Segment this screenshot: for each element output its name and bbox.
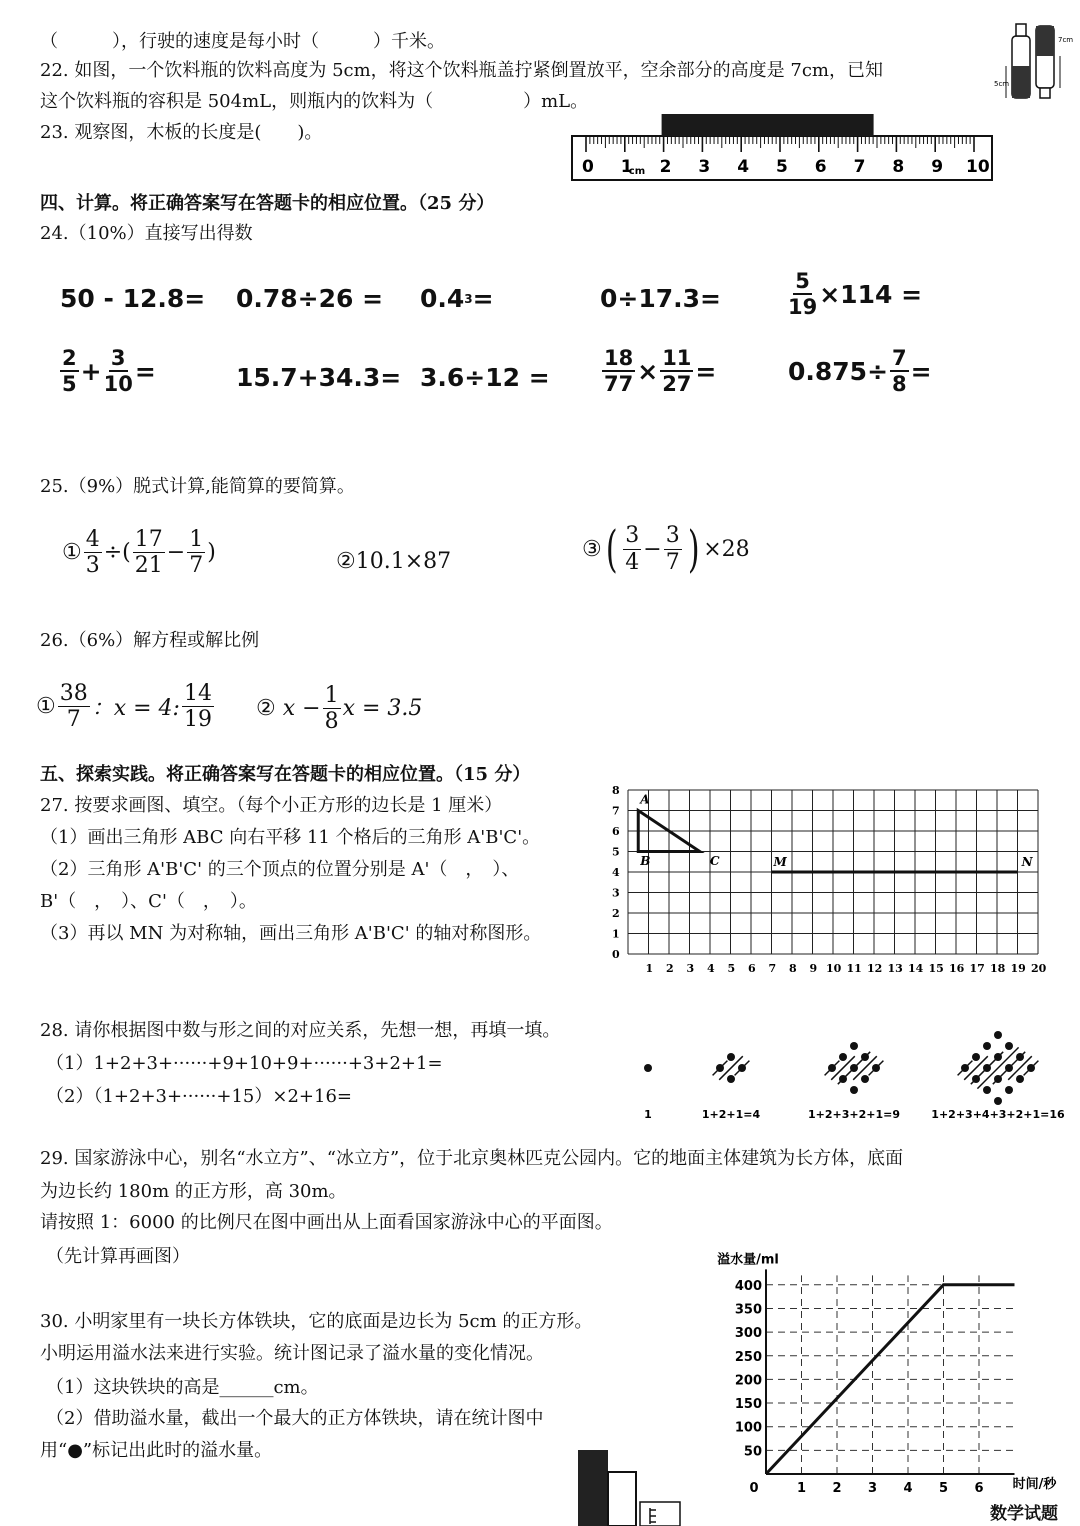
grid-x-label: 17 xyxy=(969,962,985,975)
grid-x-label: 18 xyxy=(990,962,1006,975)
q24-item-3: 0.4 3 = xyxy=(420,284,494,313)
y-tick-label: 350 xyxy=(734,1302,762,1318)
q30-line1: 30. 小明家里有一块长方体铁块，它的底面是边长为 5cm 的正方形。 xyxy=(40,1311,593,1332)
ruler-unit-label: cm xyxy=(628,166,646,177)
q30-line3: （1）这块铁块的高是______cm。 xyxy=(46,1377,319,1398)
q25-title: 25.（9%）脱式计算,能简算的要简算。 xyxy=(40,476,355,497)
q24-item-1: 50 - 12.8= xyxy=(60,284,206,313)
q30-line2: 小明运用溢水法来进行实验。统计图记录了溢水量的变化情况。 xyxy=(40,1343,544,1364)
q28-line2: （1）1+2+3+······+9+10+9+······+3+2+1= xyxy=(46,1053,443,1074)
bottle-label-5cm: 5cm xyxy=(994,80,1010,88)
y-tick-label: 100 xyxy=(734,1420,762,1436)
footer-label: 数学试题 xyxy=(990,1504,1058,1524)
point-label-n: N xyxy=(1021,854,1033,869)
grid-x-label: 3 xyxy=(686,962,695,975)
q25-problem-2: ②10.1×87 xyxy=(336,549,452,574)
x-tick-label: 0 xyxy=(749,1481,759,1496)
ruler-tick-label: 6 xyxy=(814,157,827,177)
dot xyxy=(644,1064,652,1072)
y-tick-label: 150 xyxy=(734,1397,762,1413)
q24-item-10: 0.875÷ $\frac{7}{8}$ = xyxy=(788,346,932,397)
x-tick-label: 1 xyxy=(796,1481,807,1496)
dot xyxy=(994,1031,1002,1039)
q29-line3: 请按照 1：6000 的比例尺在图中画出从上面看国家游泳中心的平面图。 xyxy=(40,1212,613,1233)
q21-tail: （ ），行驶的速度是每小时（ ）千米。 xyxy=(40,31,445,52)
q30-line5: 用“●”标记出此时的溢水量。 xyxy=(40,1440,273,1461)
q28-line3: （2）（1+2+3+······+15）×2+16= xyxy=(46,1086,352,1107)
fraction: $\frac{11}{27}$ xyxy=(662,346,692,397)
fraction: $\frac{5}{19}$ xyxy=(788,269,818,320)
q27-line2: （1）画出三角形 ABC 向右平移 11 个格后的三角形 A'B'C'。 xyxy=(40,827,541,848)
grid-y-label: 4 xyxy=(612,866,620,879)
ruler-tick-label: 8 xyxy=(892,157,905,177)
dot xyxy=(994,1097,1002,1105)
q29-line4: （先计算再画图） xyxy=(46,1246,190,1267)
fraction: $\frac{3}{7}$ xyxy=(665,523,680,575)
y-axis-label: 溢水量/ml xyxy=(717,1252,779,1268)
q24-item-2: 0.78÷26 = xyxy=(236,284,384,313)
point-label-m: M xyxy=(773,854,787,869)
fraction: $\frac{3}{10}$ xyxy=(103,346,133,397)
q26-problem-2: ② x − $\frac{1}{8}$ x = 3.5 xyxy=(256,683,423,735)
fraction: 17 21 xyxy=(134,527,163,579)
q25-problem-3: ③ ( 3 4 − $\frac{3}{7}$ ) ×28 xyxy=(582,520,750,578)
ruler-tick-label: 5 xyxy=(776,157,788,177)
pattern-caption: 1+2+3+2+1=9 xyxy=(807,1108,901,1121)
bottle-label-7cm: 7cm xyxy=(1058,36,1074,44)
ruler-tick-label: 9 xyxy=(931,157,944,177)
grid-y-label: 6 xyxy=(612,825,620,838)
dot xyxy=(983,1086,991,1094)
fraction: 14 19 xyxy=(183,681,212,733)
q24-item-6: 2 5 + $\frac{3}{10}$ = xyxy=(62,346,156,397)
y-tick-label: 400 xyxy=(734,1278,762,1294)
grid-x-label: 16 xyxy=(949,962,965,975)
dot xyxy=(972,1053,980,1061)
x-tick-label: 4 xyxy=(903,1481,913,1496)
section5-heading: 五、探索实践。将正确答案写在答题卡的相应位置。（15 分） xyxy=(40,764,531,785)
fraction: $\frac{7}{8}$ xyxy=(892,346,907,397)
q22-line2: 这个饮料瓶的容积是 504mL，则瓶内的饮料为（ ）mL。 xyxy=(40,91,589,112)
grid-x-label: 8 xyxy=(789,962,797,975)
dot xyxy=(727,1075,735,1083)
bottle-figure xyxy=(994,18,1074,98)
grid-x-label: 10 xyxy=(826,962,842,975)
ruler-tick-label: 7 xyxy=(853,157,866,177)
y-tick-label: 50 xyxy=(743,1444,762,1460)
q29-line1: 29. 国家游泳中心，别名“水立方”、“冰立方”，位于北京奥林匹克公园内。它的地面主体建筑为长方体，底面 xyxy=(40,1148,904,1169)
q24-item-7: 15.7+34.3= xyxy=(236,363,402,392)
grid-x-label: 4 xyxy=(707,962,715,975)
coordinate-grid xyxy=(606,780,1046,980)
grid-x-label: 7 xyxy=(768,962,777,975)
grid-x-label: 19 xyxy=(1010,962,1026,975)
ruler-tick-label: 10 xyxy=(966,157,990,177)
q26-problem-1: ① 38 7 ：x = 4: 14 19 xyxy=(36,681,212,733)
dot xyxy=(1005,1042,1013,1050)
x-axis-label: 时间/秒 xyxy=(1012,1477,1057,1492)
grid-y-label: 1 xyxy=(612,927,620,941)
fraction: $\frac{18}{77}$ xyxy=(604,346,634,397)
q23-text: 23. 观察图，木板的长度是( )。 xyxy=(40,122,323,143)
grid-x-label: 15 xyxy=(928,962,944,975)
q24-item-4: 0÷17.3= xyxy=(600,284,721,313)
x-tick-label: 2 xyxy=(832,1481,842,1496)
q24-title: 24.（10%）直接写出得数 xyxy=(40,223,253,244)
ruler-tick-label: 3 xyxy=(698,157,711,177)
overflow-apparatus-figure xyxy=(572,1436,692,1526)
q24-item-8: 3.6÷12 = xyxy=(420,363,550,392)
fraction: $\frac{1}{7}$ xyxy=(189,527,204,579)
wooden-board xyxy=(662,114,874,136)
fraction: $\frac{1}{8}$ xyxy=(324,683,339,735)
ruler-tick-label: 2 xyxy=(659,157,672,177)
q30-line4: （2）借助溢水量，截出一个最大的正方体铁块，请在统计图中 xyxy=(46,1408,544,1429)
grid-x-label: 11 xyxy=(846,962,862,975)
q27-line4: B'（ ， ）、C'（ ， ）。 xyxy=(40,891,257,912)
dot xyxy=(983,1042,991,1050)
grid-y-label: 0 xyxy=(612,948,620,961)
point-label-b: B xyxy=(640,853,651,868)
dot xyxy=(727,1053,735,1061)
pattern-caption: 1+2+1=4 xyxy=(701,1108,761,1121)
q25-problem-1: ① $\frac{4}{3}$ ÷( 17 21 − $\frac{1}{7}$ ) xyxy=(62,527,216,579)
q27-line5: （3）再以 MN 为对称轴，画出三角形 A'B'C' 的轴对称图形。 xyxy=(40,923,542,944)
ruler-figure xyxy=(570,112,990,182)
ruler-tick-label: 1 xyxy=(620,157,633,177)
q24-item-5: $\frac{5}{19}$ ×114 = xyxy=(788,269,923,320)
grid-x-label: 20 xyxy=(1031,962,1047,975)
grid-y-label: 7 xyxy=(612,804,620,818)
q27-line1: 27. 按要求画图、填空。（每个小正方形的边长是 1 厘米） xyxy=(40,795,503,816)
grid-x-label: 1 xyxy=(645,962,654,975)
grid-x-label: 13 xyxy=(887,962,903,975)
q22-line1: 22. 如图，一个饮料瓶的饮料高度为 5cm，将这个饮料瓶盖拧紧倒置放平，空余部分的高度是 7cm，已知 xyxy=(40,60,883,81)
grid-x-label: 2 xyxy=(666,962,674,975)
grid-y-label: 8 xyxy=(612,784,620,797)
grid-y-label: 5 xyxy=(612,845,620,859)
section4-heading: 四、计算。将正确答案写在答题卡的相应位置。（25 分） xyxy=(40,193,495,214)
pattern-caption: 1+2+3+4+3+2+1=16 xyxy=(931,1108,1065,1121)
pattern-caption: 1 xyxy=(644,1108,652,1121)
dot xyxy=(861,1075,869,1083)
point-label-a: A xyxy=(640,792,650,807)
q27-line3: （2）三角形 A'B'C' 的三个顶点的位置分别是 A'（ ， ）、 xyxy=(40,859,520,880)
grid-x-label: 5 xyxy=(727,962,736,975)
fraction: 2 5 xyxy=(62,346,77,397)
dot xyxy=(850,1042,858,1050)
ruler-tick-label: 0 xyxy=(582,157,594,177)
x-tick-label: 5 xyxy=(938,1481,949,1496)
q26-title: 26.（6%）解方程或解比例 xyxy=(40,630,260,651)
q29-line2: 为边长约 180m 的正方形，高 30m。 xyxy=(40,1181,347,1202)
x-tick-label: 6 xyxy=(974,1481,984,1496)
dot xyxy=(850,1086,858,1094)
q24-item-9: $\frac{18}{77}$ × $\frac{11}{27}$ = xyxy=(604,346,717,397)
grid-x-label: 14 xyxy=(908,962,924,975)
dot-pattern-figure xyxy=(626,1020,1065,1130)
grid-x-label: 6 xyxy=(748,962,756,975)
x-tick-label: 3 xyxy=(867,1481,878,1496)
dot xyxy=(839,1053,847,1061)
grid-x-label: 9 xyxy=(809,962,818,975)
overflow-line-chart xyxy=(700,1252,1057,1496)
grid-y-label: 2 xyxy=(612,907,620,920)
ruler-tick-label: 4 xyxy=(737,157,750,177)
y-tick-label: 300 xyxy=(734,1326,762,1342)
y-tick-label: 200 xyxy=(734,1373,762,1389)
y-tick-label: 250 xyxy=(734,1349,762,1365)
point-label-c: C xyxy=(710,853,720,868)
dot xyxy=(1005,1086,1013,1094)
grid-y-label: 3 xyxy=(612,886,620,900)
fraction: $\frac{4}{3}$ xyxy=(85,527,100,579)
dot xyxy=(1016,1075,1024,1083)
fraction: 38 7 xyxy=(59,681,88,733)
fraction: 3 4 xyxy=(625,523,640,575)
q28-line1: 28. 请你根据图中数与形之间的对应关系，先想一想，再填一填。 xyxy=(40,1020,561,1041)
grid-x-label: 12 xyxy=(867,962,883,975)
